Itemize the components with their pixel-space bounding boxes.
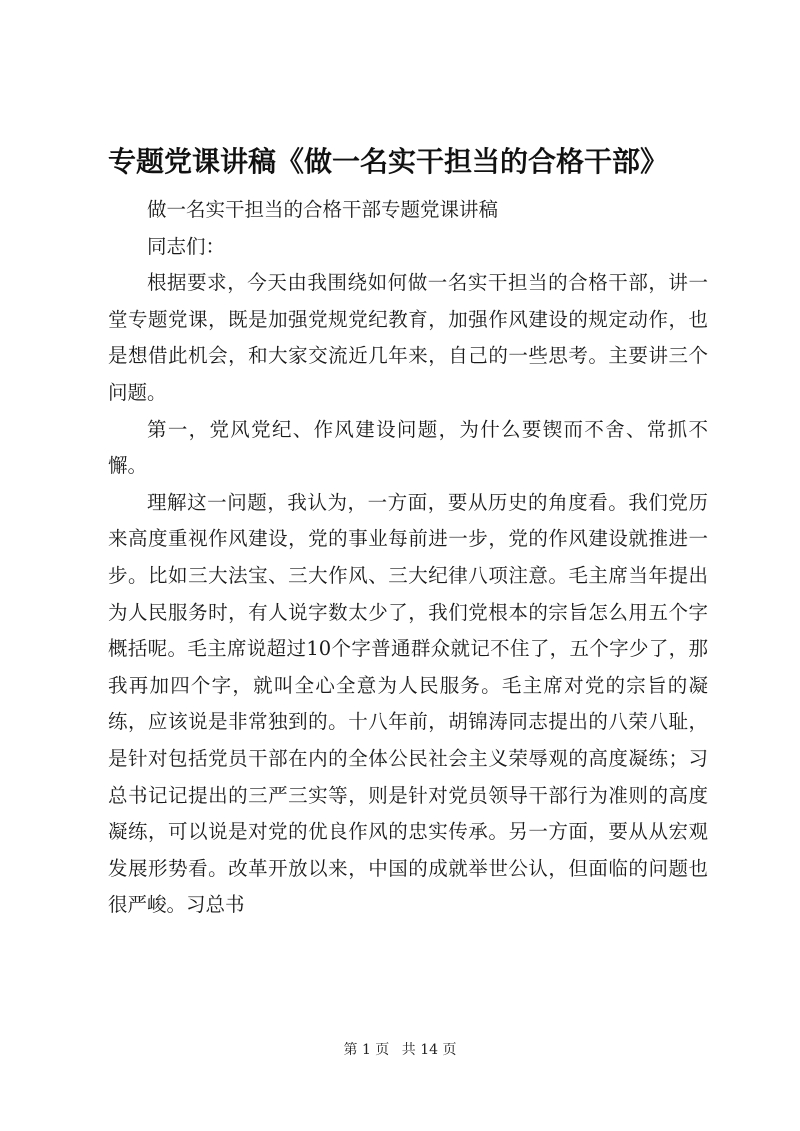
body-paragraph: 第一，党风党纪、作风建设问题，为什么要锲而不舍、常抓不懈。 [108, 417, 708, 478]
document-body [108, 192, 708, 924]
body-paragraph: 理解这一问题，我认为，一方面，要从历史的角度看。我们党历来高度重视作风建设，党的事业每前进一步，党的作风建设就推进一步。比如三大法宝、三大作风、三大纪律八项注意。毛主席当年提出为人民服务时，有人说字数太少了，我们党根本的宗旨怎么用五个字概括呢。毛主席说超过10个字普通群众就记不住了，五个字少了，那我再加四个字，就叫全心全意为人民服务。毛主席对党的宗旨的凝练，应该说是非常独到的。十八年前，胡锦涛同志提出的八荣八耻，是针对包括党员干部在内的全体公民社会主义荣辱观的高度凝练；习总书记记提出的三严三实等，则是针对党员领导干部行为准则的高度凝练，可以说是对党的优良作风的忠实传承。另一方面，要从从宏观发展形势看。改革开放以来，中国的成就举世公认，但面临的问题也很严峻。习总书 [108, 490, 708, 917]
page-total: 共 14 页 [401, 1042, 457, 1058]
subtitle-paragraph: 做一名实干担当的合格干部专题党课讲稿 [147, 198, 499, 221]
document-title: 专题党课讲稿《做一名实干担当的合格干部》 [108, 145, 669, 178]
body-paragraph: 根据要求，今天由我围绕如何做一名实干担当的合格干部，讲一堂专题党课，既是加强党规党纪教育，加强作风建设的规定动作，也是想借此机会，和大家交流近几年来，自己的一些思考。主要讲三个问题。 [108, 271, 708, 404]
salutation-paragraph: 同志们： [147, 234, 226, 258]
page-number: 第 1 页 [343, 1042, 390, 1058]
page-footer [0, 1040, 800, 1060]
